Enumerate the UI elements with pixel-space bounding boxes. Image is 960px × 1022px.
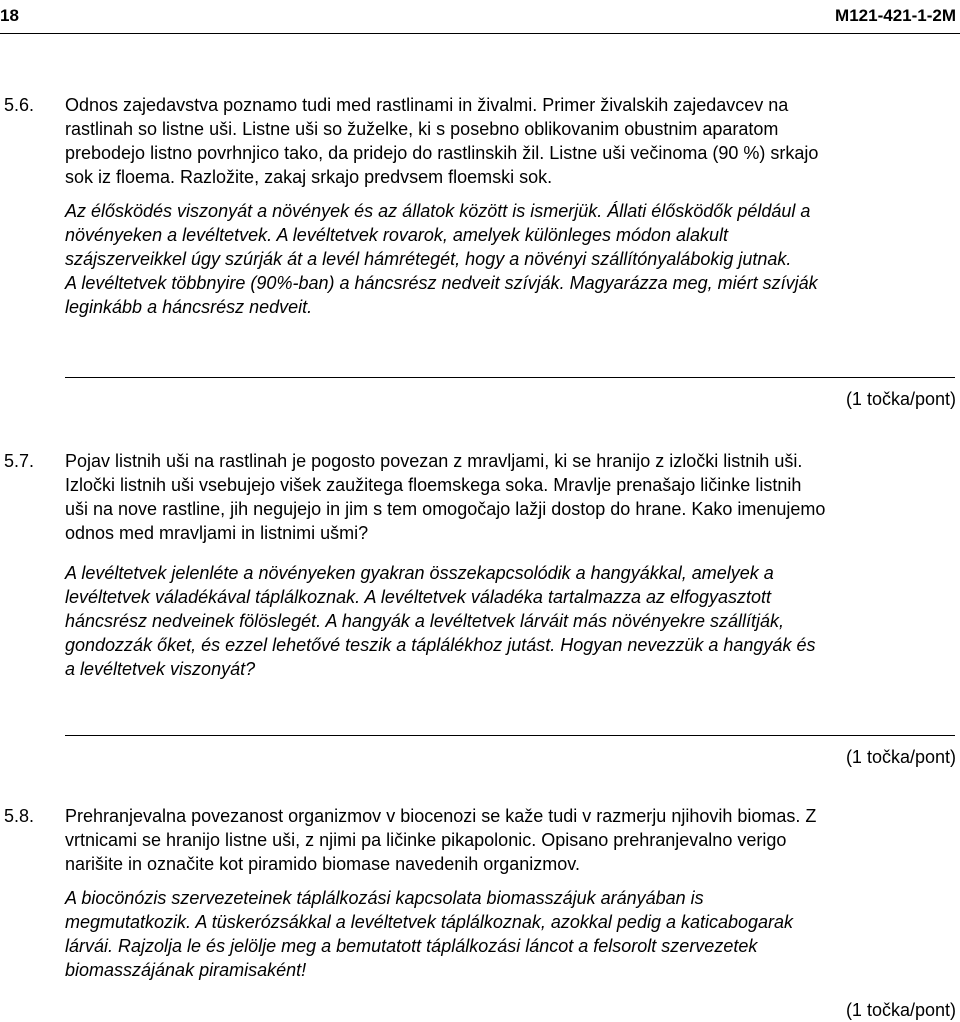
- answer-line[interactable]: [65, 735, 955, 736]
- task-number: 5.6.: [4, 95, 35, 115]
- question-hungarian: Az élősködés viszonyát a növények és az állatok között is ismerjük. Állati élősködők például a növényeken a levéltetvek. A levéltetvek rovarok, amelyek különleges módon alakult szájszerveikkel úgy szúrják át a levél hámrétegét, hogy a növényi szállítónyalábokig jutnak. A levéltetvek többnyire (90%-ban) a háncsrész nedveit szívják. Magyarázza meg, miért szívják leginkább a háncsrész nedveit.: [65, 201, 818, 317]
- points-label: (1 točka/pont): [845, 1000, 956, 1020]
- points-label: (1 točka/pont): [845, 389, 956, 409]
- task-body: [65, 449, 955, 681]
- task-number: 5.8.: [4, 806, 35, 826]
- task-body: [65, 804, 955, 982]
- question-slovene: Pojav listnih uši na rastlinah je pogosto povezan z mravljami, ki se hranijo z izločki listnih uši. Izločki listnih uši vsebujejo višek zaužitega floemskega soka. Mravlje prenašajo ličinke listnih uši na nove rastline, jih negujejo in jim s tem omogočajo lažji dostop do hrane. Kako imenujemo odnos med mravljami in listnimi ušmi?: [65, 451, 826, 543]
- answer-line[interactable]: [65, 377, 955, 378]
- question-hungarian: A levéltetvek jelenléte a növényeken gyakran összekapcsolódik a hangyákkal, amelyek a levéltetvek váladékával táplálkoznak. A levéltetvek váladéka tartalmazza az elfogyasztott háncsrész nedveinek fölöslegét. A hangyák a levéltetvek lárváit más növényekre szállítják, gondozzák őket, és ezzel lehetővé teszik a táplálékhoz jutást. Hogyan nevezzük a hangyák és a levéltetvek viszonyát?: [65, 563, 816, 679]
- points-label: (1 točka/pont): [845, 747, 956, 767]
- question-slovene: Odnos zajedavstva poznamo tudi med rastlinami in živalmi. Primer živalskih zajedavcev na rastlinah so listne uši. Listne uši so žuželke, ki s posebno oblikovanim obustnim aparatom prebodejo listno povrhnjico tako, da pridejo do rastlinskih žil. Listne uši večinoma (90 %) srkajo sok iz floema. Razložite, zakaj srkajo predvsem floemski sok.: [65, 95, 819, 187]
- page-header: [0, 0, 960, 36]
- question-slovene: Prehranjevalna povezanost organizmov v biocenozi se kaže tudi v razmerju njihovih biomas. Z vrtnicami se hranijo listne uši, z njimi pa ličinke pikapolonic. Opisano prehranjevalno verigo narišite in označite kot piramido biomase navedenih organizmov.: [65, 806, 817, 874]
- document-code: M121-421-1-2M: [835, 6, 956, 25]
- question-hungarian: A biocönózis szervezeteinek táplálkozási kapcsolata biomasszájuk arányában is megmutatkozik. A tüskerózsákkal a levéltetvek táplálkoznak, azokkal pedig a katicabogarak lárvái. Rajzolja le és jelölje meg a bemutatott táplálkozási láncot a felsorolt szervezetek biomasszájának piramisaként!: [65, 888, 794, 980]
- header-divider: [0, 33, 960, 34]
- task-number: 5.7.: [4, 451, 35, 471]
- page-number: 18: [0, 6, 19, 25]
- task-body: [65, 93, 955, 319]
